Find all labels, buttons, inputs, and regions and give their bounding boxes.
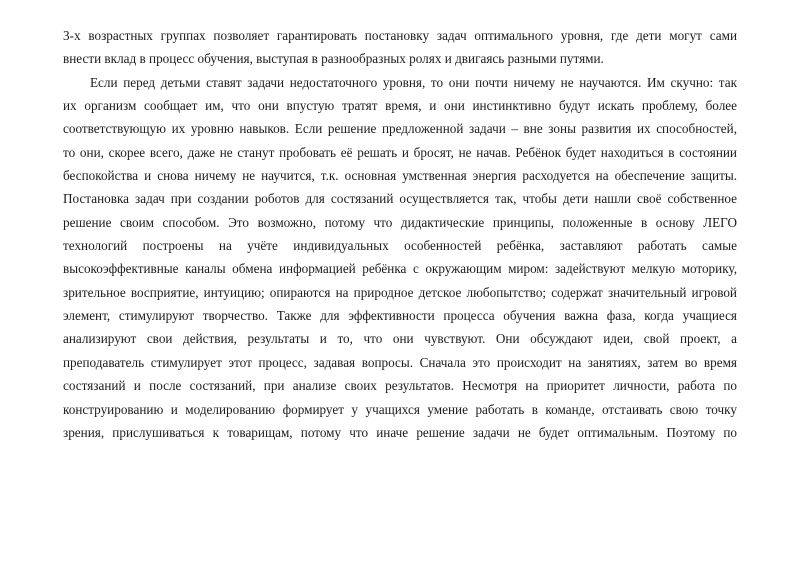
- text-line: решение своим способом. Это возможно, потому что дидактические принципы, положенные в основу ЛЕГО: [63, 214, 737, 230]
- text-line: то они, скорее всего, даже не станут пробовать её решать и бросят, не начав. Ребёнок будет находиться в состоянии: [63, 144, 737, 160]
- text-line: зрения, прислушиваться к товарищам, потому что иначе решение задачи не будет оптимальным. Поэтому по: [63, 424, 737, 440]
- text-line: Постановка задач при создании роботов для состязаний осуществляется так, чтобы дети нашли своё собственное: [63, 191, 737, 207]
- text-line: беспокойства и снова ничему не научится, т.к. основная умственная энергия расходуется на обеспечение защиты.: [63, 168, 737, 184]
- text-line: элемент, стимулируют творчество. Также для эффективности процесса обучения важна фаза, когда учащиеся: [63, 308, 737, 324]
- text-line: высокоэффективные каналы обмена информацией ребёнка с окружающим миром: задействуют мелкую моторику,: [63, 261, 737, 277]
- text-line: их организм сообщает им, что они впустую тратят время, и они инстинктивно будут искать проблему, более: [63, 98, 737, 114]
- text-line: зрительное восприятие, интуицию; опираются на природное детское любопытство; содержат значительный игровой: [63, 284, 737, 300]
- text-content: [63, 24, 737, 444]
- text-line: технологий построены на учёте индивидуальных особенностей ребёнка, заставляют работать самые: [63, 238, 737, 254]
- text-line: преподаватель стимулирует этот процесс, задавая вопросы. Сначала это происходит на занятиях, затем во время: [63, 354, 737, 370]
- text-line: соответствующую их уровню навыков. Если решение предложенной задачи – вне зоны развития их способностей,: [63, 121, 737, 137]
- text-line: Если перед детьми ставят задачи недостаточного уровня, то они почти ничему не научаются. Им скучно: так: [90, 74, 737, 90]
- text-line: конструированию и моделированию формирует у учащихся умение работать в команде, отстаивать свою точку: [63, 401, 737, 417]
- text-line: внести вклад в процесс обучения, выступая в разнообразных ролях и двигаясь разными путями.: [63, 51, 604, 67]
- text-line: анализируют свои действия, результаты и то, что они чувствуют. Они обсуждают идеи, свой проект, а: [63, 331, 737, 347]
- text-line: 3-х возрастных группах позволяет гарантировать постановку задач оптимального уровня, где дети могут сами: [63, 28, 737, 43]
- text-line: состязаний и после состязаний, при анализе своих результатов. Несмотря на приоритет личности, работа по: [63, 378, 737, 394]
